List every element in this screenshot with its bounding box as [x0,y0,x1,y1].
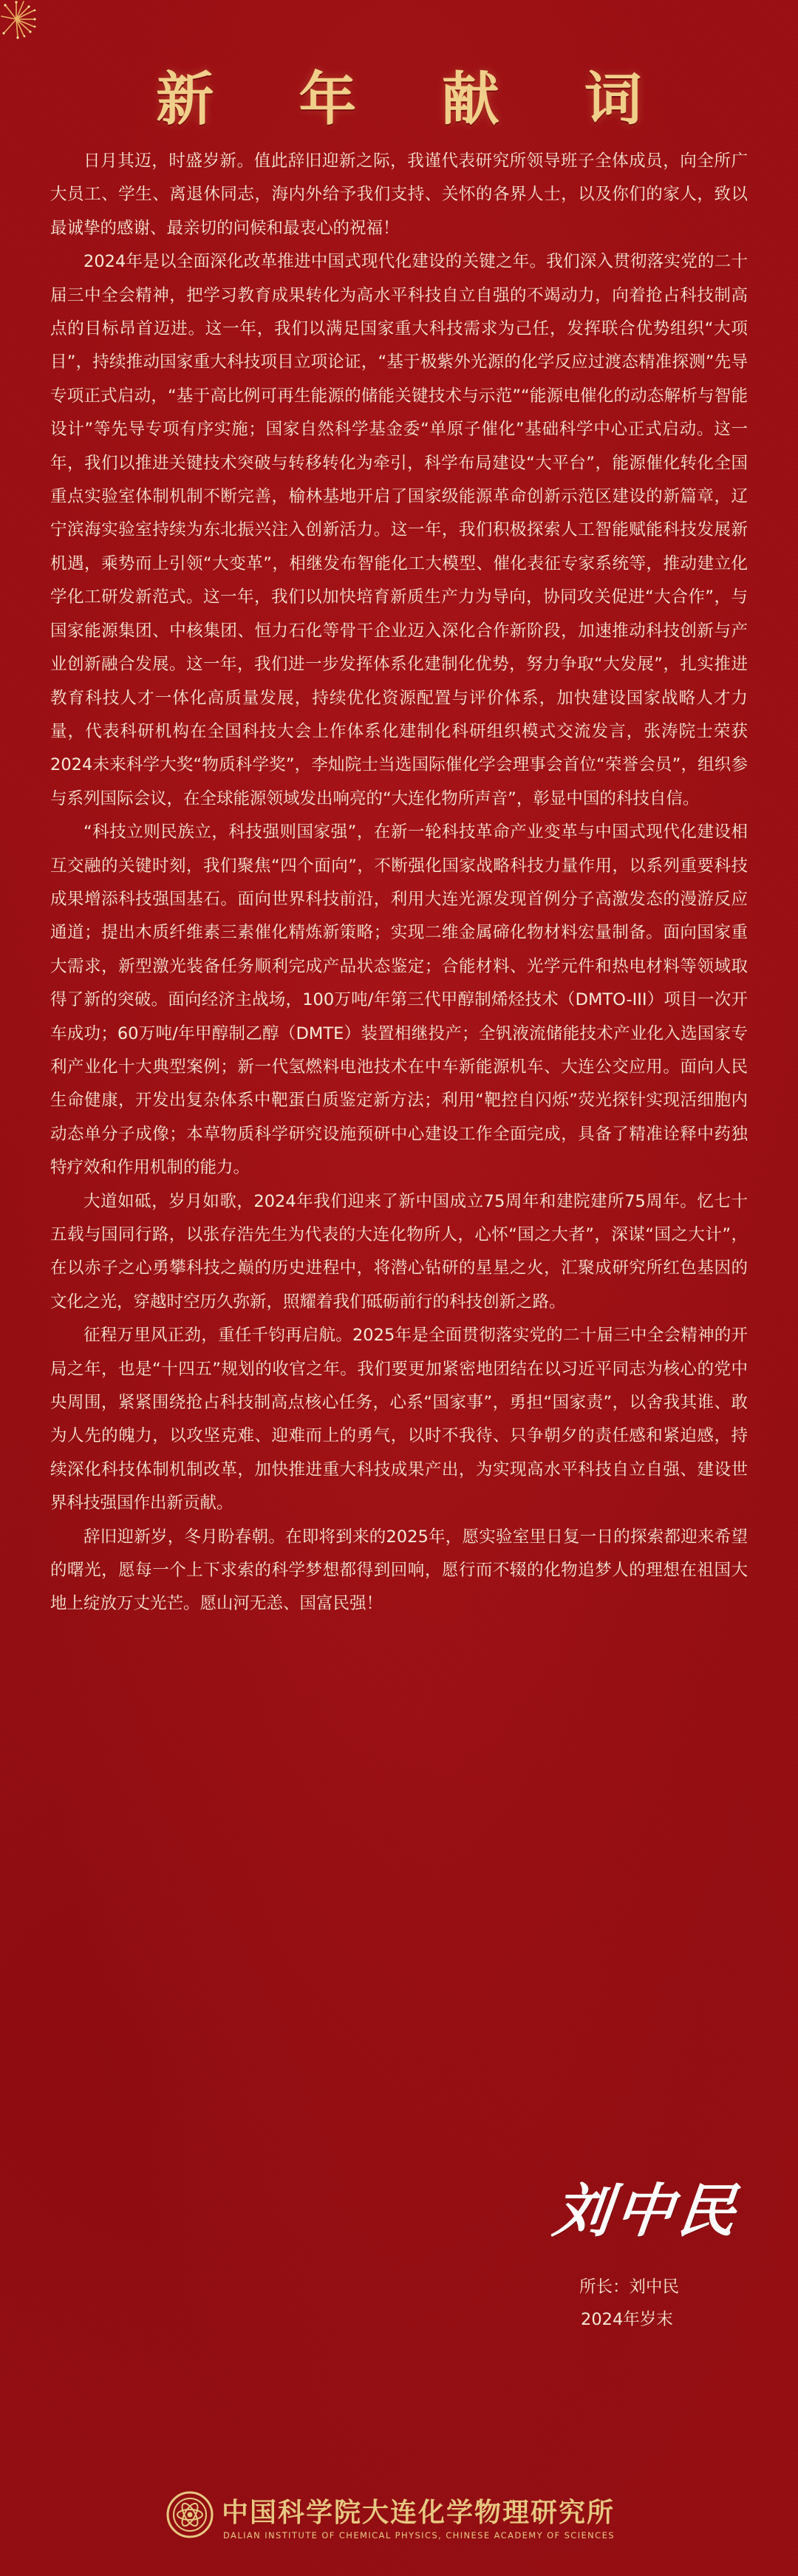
handwritten-signature: 刘中民 [550,2178,744,2245]
paragraph: 2024年是以全面深化改革推进中国式现代化建设的关键之年。我们深入贯彻落实党的二十届三中全会精神，把学习教育成果转化为高水平科技自立自强的不竭动力，向着抢占科技制高点的目标昂首迈进。这一年，我们以满足国家重大科技需求为己任，发挥联合优势组织“大项目”，持续推动国家重大科技项目立项论证，“基于极紫外光源的化学反应过渡态精准探测”先导专项正式启动，“基于高比例可再生能源的储能关键技术与示范”“能源电催化的动态解析与智能设计”等先导专项有序实施；国家自然科学基金委“单原子催化”基础科学中心正式启动。这一年，我们以推进关键技术突破与转移转化为牵引，科学布局建设“大平台”，能源催化转化全国重点实验室体制机制不断完善，榆林基地开启了国家级能源革命创新示范区建设的新篇章，辽宁滨海实验室持续为东北振兴注入创新活力。这一年，我们积极探索人工智能赋能科技发展新机遇，乘势而上引领“大变革”，相继发布智能化工大模型、催化表征专家系统等，推动建立化学化工研发新范式。这一年，我们以加快培育新质生产力为导向，协同攻关促进“大合作”，与国家能源集团、中核集团、恒力石化等骨干企业迈入深化合作新阶段，加速推动科技创新与产业创新融合发展。这一年，我们进一步发挥体系化建制化优势，努力争取“大发展”，扎实推进教育科技人才一体化高质量发展，持续优化资源配置与评价体系，加快建设国家战略人才力量，代表科研机构在全国科技大会上作体系化建制化科研组织模式交流发言，张涛院士荣获2024未来科学大奖“物质科学奖”，李灿院士当选国际催化学会理事会首位“荣誉会员”，组织参与系列国际会议，在全球能源领域发出响亮的“大连化物所声音”，彰显中国的科技自信。 [50,252,748,808]
page-title: 新 年 献 词 [156,66,675,133]
institute-name-en: DALIAN INSTITUTE OF CHEMICAL PHYSICS, CHINESE ACADEMY OF SCIENCES [223,2530,615,2541]
paragraph: 征程万里风正劲，重任千钧再启航。2025年是全面贯彻落实党的二十届三中全会精神的开局之年，也是“十四五”规划的收官之年。我们要更加紧密地团结在以习近平同志为核心的党中央周围，紧紧围绕抢占科技制高点核心任务，心系“国家事”，勇担“国家责”，以舍我其谁、敢为人先的魄力，以攻坚克难、迎难而上的勇气，以时不我待、只争朝夕的责任感和紧迫感，持续深化科技体制机制改革，加快推进重大科技成果产出，为实现高水平科技自立自强、建设世界科技强国作出新贡献。 [50,1326,748,1513]
message-body [50,145,748,1621]
paragraph: 大道如砥，岁月如歌，2024年我们迎来了新中国成立75周年和建院建所75周年。忆七十五载与国同行路，以张存浩先生为代表的大连化物所人，心怀“国之大者”，深谋“国之大计”，在以赤子之心勇攀科技之巅的历史进程中，将潜心钻研的星星之火，汇聚成研究所红色基因的文化之光，穿越时空历久弥新，照耀着我们砥砺前行的科技创新之路。 [50,1191,748,1312]
sign-date: 2024年岁末 [581,2310,673,2329]
institute-emblem-icon [166,2490,214,2539]
paragraph: “科技立则民族立，科技强则国家强”，在新一轮科技革命产业变革与中国式现代化建设相互交融的关键时刻，我们聚焦“四个面向”，不断强化国家战略科技力量作用，以系列重要科技成果增添科技强国基石。面向世界科技前沿，利用大连光源发现首例分子高激发态的漫游反应通道；提出木质纤维素三素催化精炼新策略；实现二维金属碲化物材料宏量制备。面向国家重大需求，新型激光装备任务顺利完成产品状态鉴定；合能材料、光学元件和热电材料等领域取得了新的突破。面向经济主战场，100万吨/年第三代甲醇制烯烃技术（DMTO-III）项目一次开车成功；60万吨/年甲醇制乙醇（DMTE）装置相继投产；全钒液流储能技术产业化入选国家专利产业化十大典型案例；新一代氢燃料电池技术在中车新能源机车、大连公交应用。面向人民生命健康，开发出复杂体系中靶蛋白质鉴定新方法；利用“靶控自闪烁”荧光探针实现活细胞内动态单分子成像；本草物质科学研究设施预研中心建设工作全面完成，具备了精准诠释中药独特疗效和作用机制的能力。 [50,822,748,1178]
signer-title: 所长：刘中民 [579,2277,680,2297]
paragraph: 日月其迈，时盛岁新。值此辞旧迎新之际，我谨代表研究所领导班子全体成员，向全所广大员工、学生、离退休同志，海内外给予我们支持、关怀的各界人士，以及你们的家人，致以最诚挚的感谢、最亲切的问候和最衷心的祝福！ [50,151,748,238]
institute-name-cn: 中国科学院大连化学物理研究所 [222,2497,615,2528]
paragraph: 辞旧迎新岁，冬月盼春朝。在即将到来的2025年，愿实验室里日复一日的探索都迎来希望的曙光，愿每一个上下求索的科学梦想都得到回响，愿行而不辍的化物追梦人的理想在祖国大地上绽放万丈光芒。愿山河无恙、国富民强！ [50,1527,748,1614]
